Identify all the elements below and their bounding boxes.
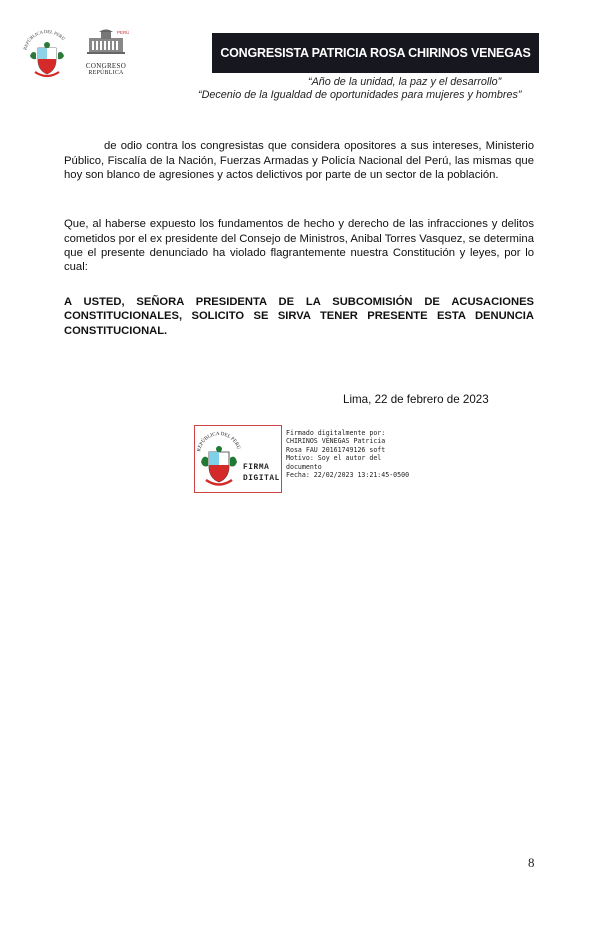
svg-text:REPÚBLICA DEL PERÚ <box>22 29 66 50</box>
signature-line: Firmado digitalmente por: <box>286 429 386 437</box>
header-title: CONGRESISTA PATRICIA ROSA CHIRINOS VENEGAS <box>220 46 531 60</box>
header-title-bar <box>212 33 539 73</box>
signature-line: Rosa FAU 20161749126 soft <box>286 445 386 454</box>
shield-arc-text: REPÚBLICA DEL PERÚ <box>22 28 67 51</box>
motto-decade: “Decenio de la Igualdad de oportunidades para mujeres y hombres” <box>198 89 522 101</box>
request-paragraph: A USTED, SEÑORA PRESIDENTA DE LA SUBCOMISIÓN DE ACUSACIONES CONSTITUCIONALES, SOLICITO SE SIRVA TENER PRESENTE ESTA DENUNCIA CONSTITUCIONAL. <box>64 296 534 337</box>
stamp-arc-text: REPÚBLICA DEL PERÚ <box>197 431 241 453</box>
signature-line: CHIRINOS VENEGAS Patricia <box>286 437 386 446</box>
signature-line: documento <box>286 462 322 471</box>
firma-digital-label <box>243 463 280 485</box>
place-date: Lima, 22 de febrero de 2023 <box>343 393 489 406</box>
paragraph-2: Que, al haberse expuesto los fundamentos de hecho y derecho de las infracciones y delitos cometidos por el ex presidente del Consejo de Ministros, Anibal Torres Vasquez, se determina que el presente denunciado ha violado flagrantemente nuestra Constitución y leyes, por lo cual: <box>64 218 534 273</box>
signature-line: Fecha: 22/02/2023 13:21:45-0500 <box>286 471 410 480</box>
signature-line: Motivo: Soy el autor del <box>286 454 382 463</box>
congreso-top-text: PERÚ <box>117 30 129 35</box>
firma-label-line1: FIRMA <box>243 464 270 472</box>
paragraph-1: de odio contra los congresistas que considera opositores a sus intereses, Ministerio Público, Fiscalía de la Nación, Fuerzas Armadas y Policía Nacional del Perú, las mismas que hoy son blanco de agresiones y actos delictivos por parte de un sector de la población. <box>64 140 534 181</box>
congreso-logo-line1: CONGRESO <box>85 62 127 70</box>
congress-building-icon <box>83 28 129 56</box>
congreso-logo-line2: REPÚBLICA <box>88 70 124 76</box>
motto-year: “Año de la unidad, la paz y el desarrollo” <box>308 76 502 88</box>
firma-label-line2: DIGITAL <box>243 475 280 483</box>
header-logos <box>18 26 128 84</box>
signature-details <box>286 429 436 479</box>
peru-coat-of-arms-icon <box>18 26 76 82</box>
congreso-logo <box>80 28 132 82</box>
digital-signature-stamp <box>194 425 282 493</box>
page-number: 8 <box>528 855 535 870</box>
stamp-coat-of-arms-icon <box>197 428 241 490</box>
